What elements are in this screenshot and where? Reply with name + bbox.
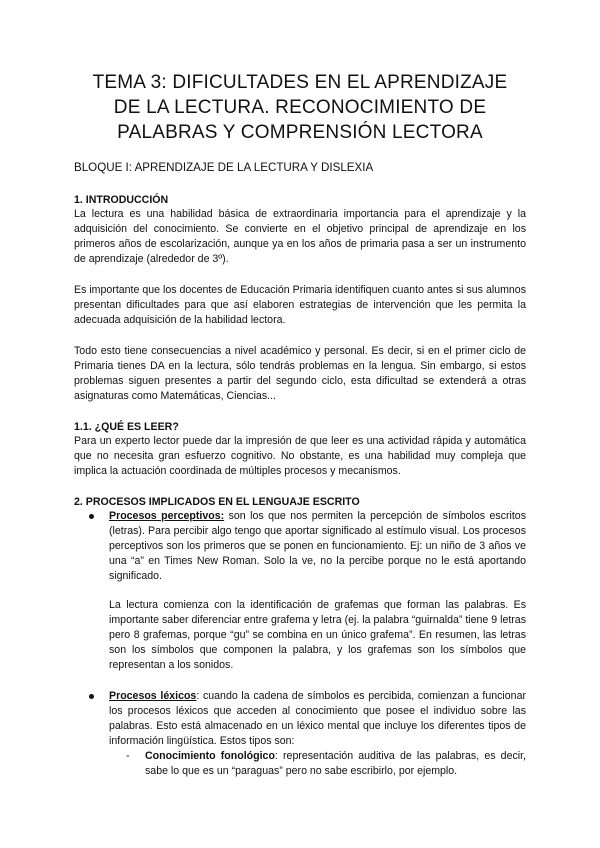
paragraph: Es importante que los docentes de Educación Primaria identifiquen cuanto antes si sus alumnos presentan dificultades para que así elaboren estrategias de intervención que les permita la adecuada adquisición de la habilidad lectora.: [74, 284, 526, 326]
section-heading: 2. PROCESOS IMPLICADOS EN EL LENGUAJE ESCRITO: [74, 496, 360, 508]
block-subtitle: BLOQUE I: APRENDIZAJE DE LA LECTURA Y DISLEXIA: [74, 161, 374, 174]
list-item: [74, 509, 526, 673]
section-heading: 1. INTRODUCCIÓN: [74, 194, 169, 206]
sub-list-item: [109, 749, 526, 779]
paragraph: La lectura es una habilidad básica de extraordinaria importancia para el aprendizaje y la adquisición del conocimiento. Se convierte en el objetivo principal de aprendizaje en los primeros años de escolarización, aunque ya en los años de primaria pasa a ser un instrumento de aprendizaje (alrededor de 3º).: [74, 208, 526, 265]
item-text: : representación auditiva de las palabras, es decir, sabe lo que es un “paraguas” pero no sabe escribirlo, por ejemplo.: [145, 750, 526, 777]
item-text: : cuando la cadena de símbolos es percibida, comienzan a funcionar los procesos léxicos que acceden al conocimiento que posee el individuo sobre las palabras. Esto está almacenado en un léxico mental que incluye los diferentes tipos de información lingüística. Estos tipos son:: [109, 690, 526, 747]
item-text: son los que nos permiten la percepción de símbolos escritos (letras). Para percibir algo tengo que aportar significado al estímulo visual. Los procesos perceptivos son los primeros que se ponen en funcionamiento. Ej: un niño de 3 años ve una “a” en Times New Roman. Solo la ve, no la percibe porque no le está aportando significado.: [109, 510, 526, 582]
paragraph: Para un experto lector puede dar la impresión de que leer es una actividad rápida y automática que no necesita gran esfuerzo cognitivo. No obstante, es una habilidad muy compleja que implica la actuación coordinada de múltiples procesos y mecanismos.: [74, 435, 526, 477]
process-list: [74, 509, 526, 779]
paragraph: La lectura comienza con la identificación de grafemas que forman las palabras. Es importante saber diferenciar entre grafema y letra (ej. la palabra “guirnalda” tiene 9 letras pero 8 grafemas, porque “gu” se combina en un único grafema”. En resumen, las letras son los símbolos que componen la palabra, y los grafemas son los símbolos que representan a los sonidos.: [109, 599, 526, 671]
sub-list: [109, 749, 526, 779]
list-item: [74, 689, 526, 779]
section-introduccion: [74, 193, 526, 404]
term-procesos-lexicos: Procesos léxicos: [109, 690, 197, 702]
section-que-es-leer: [74, 420, 526, 479]
dash-icon: -: [126, 750, 130, 762]
document-title: [74, 0, 526, 145]
title-line-2: DE LA LECTURA. RECONOCIMIENTO DE: [113, 97, 487, 118]
paragraph: Todo esto tiene consecuencias a nivel académico y personal. Es decir, si en el primer ciclo de Primaria tienes DA en la lectura, sólo tendrás problemas en la lengua. Sin embargo, si estos problemas siguen presentes a partir del segundo ciclo, esta dificultad se extenderá a otras asignaturas como Matemáticas, Ciencias...: [74, 345, 526, 402]
bullet-icon: [89, 694, 94, 699]
section-procesos: [74, 495, 526, 779]
term-procesos-perceptivos: Procesos perceptivos:: [109, 510, 225, 522]
title-line-3: PALABRAS Y COMPRENSIÓN LECTORA: [117, 122, 483, 143]
section-heading: 1.1. ¿QUÉ ES LEER?: [74, 421, 179, 433]
term-conocimiento-fonologico: Conocimiento fonológico: [145, 750, 275, 762]
title-line-1: TEMA 3: DIFICULTADES EN EL APRENDIZAJE: [92, 72, 508, 93]
bullet-icon: [89, 514, 94, 519]
